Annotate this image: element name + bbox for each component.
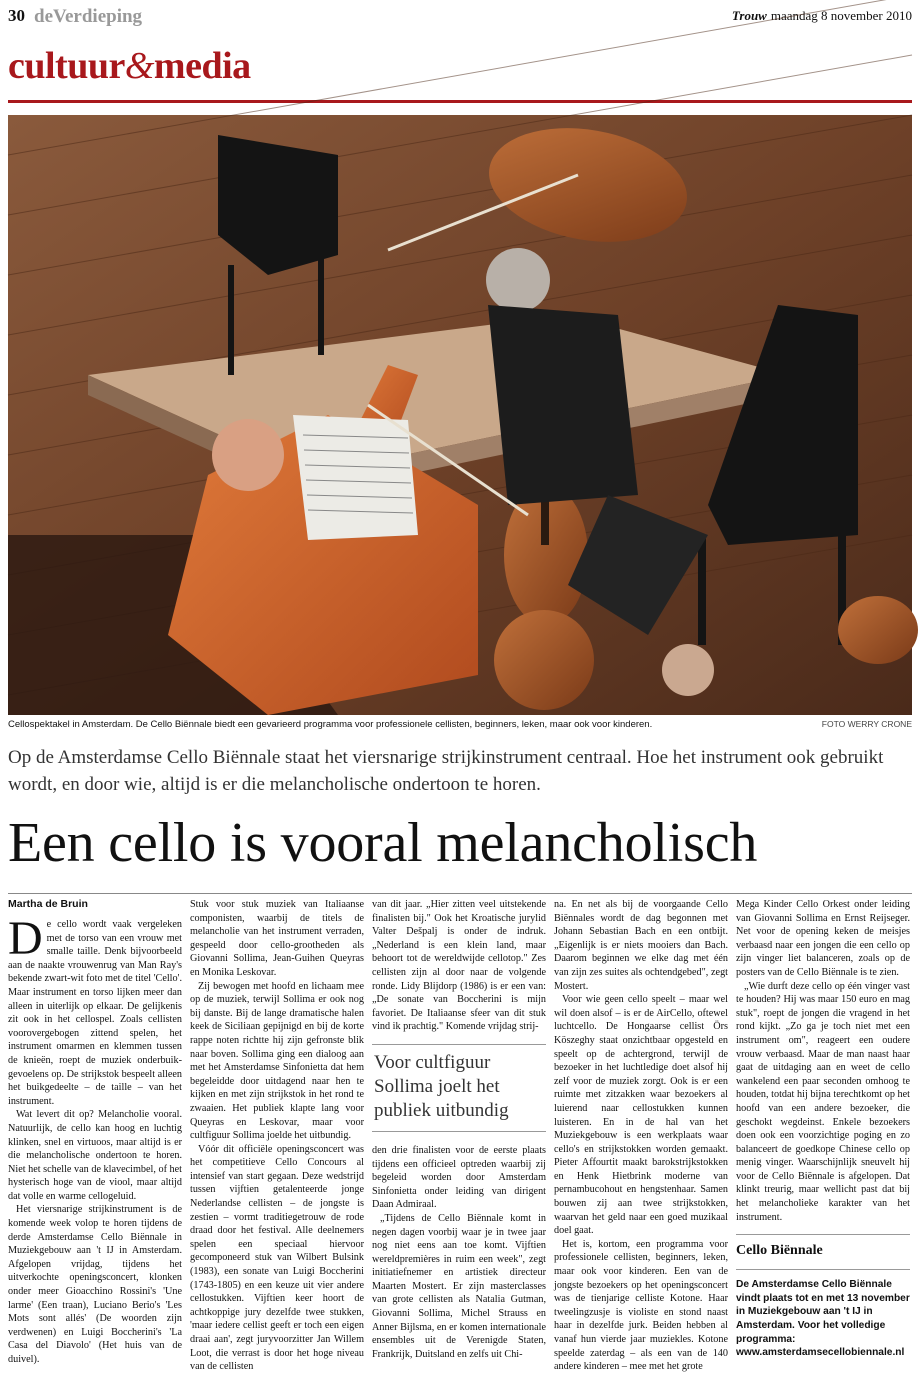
article-rule xyxy=(8,893,912,894)
publication-date: maandag 8 november 2010 xyxy=(770,8,912,23)
paragraph: den drie finalisten voor de eerste plaats tijdens een officieel optreden waarbij zij begeleid worden door Amsterdam Sinfonietta onder leiding van dirigent Daan Admiraal. xyxy=(372,1144,546,1211)
paragraph: „Wie durft deze cello op één vinger vast te houden? Hij was maar 150 euro en mag stuk", roept de jongen die vragend in het rond kijkt. „Zo ga je toch niet met een instrument om", reageert een oudere vrouw verbaasd. Maar de man naast haar gaat de uitdaging aan en weet de cello wankelend een paar seconden omhoog te houden, totdat hij bijna terechtkomt op het hoofd van een andere bezoeker, die geschokt wegdeinst. Enkele bezoekers doen ook een voorzichtige poging en zo balanceert de goedkope Chinese cello op menig vinger. Waarschijnlijk sneuvelt hij voor de Cello Biënnale is afgelopen. Dat klinkt treurig, maar wellicht past dat bij het melancholieke karakter van het instrument. xyxy=(736,980,910,1223)
paragraph-text: e cello wordt vaak vergeleken met de torso van een vrouw met smalle taille. Denk bijvoorbeeld aan de naakte vrouwenrug van Man Ray's bekende zwart-wit foto met de titel 'Cello'. Maar instrument en torso lijken meer dan alleen in uiterlijk op elkaar. De gelijkenis zit ook in het cellospel. Zoals cellisten voorovergebogen zittend spelen, het instrument omarmen en klemmen tussen de knieën, roept de muziek onderbuikgevoelens op. De strijkstok bespeelt alleen het buikgedeelte – de taille – van het instrument. xyxy=(8,919,182,1107)
paragraph: Het is, kortom, een programma voor professionele cellisten, beginners, leken, maar ook voor kinderen. Een van de jongste bezoekers op het openingsconcert was de tienjarige celliste Kotone. Haar tweelingzusje is violiste en stond naast haar in dezelfde jurk. Beiden hebben al vanaf hun vierde jaar muziekles. Kotone speelde zaterdag – als een van de 140 andere kinderen – mee met het grote xyxy=(554,1238,728,1373)
paragraph: Het viersnarige strijkinstrument is de komende week volop te horen tijdens de derde Amsterdamse Cello Biënnale in Muziekgebouw aan 't IJ in Amsterdam. Afgelopen vrijdag, tijdens het uitverkochte openingsconcert, klonken onder meer Gioacchino Rossini's 'Une larme' (Een traan), Luciano Berio's 'Les Mots sont allés' (De woorden zijn verdwenen) en Luigi Boccherini's 'La Casa del Diavolo' (Het huis van de duivel). xyxy=(8,1204,182,1365)
article-photo xyxy=(8,115,912,715)
infobox-title: Cello Biënnale xyxy=(736,1234,910,1259)
article-column-2 xyxy=(190,898,364,1374)
paragraph: Wat levert dit op? Melancholie vooral. Natuurlijk, de cello kan hoog en luchtig klinken, snel en virtuoos, maar altijd is er die melancholische ondertoon te horen. Niet het schelle van de klavecimbel, of het hysterisch hoge van de viool, maar altijd dat volle en warme cellogeluid. xyxy=(8,1109,182,1202)
drop-cap: D xyxy=(8,912,43,965)
masthead xyxy=(8,6,912,28)
section-rule xyxy=(8,100,912,103)
caption-text: Cellospektakel in Amsterdam. De Cello Biënnale biedt een gevarieerd programma voor professionele cellisten, beginners, leken, maar ook voor kinderen. xyxy=(8,719,653,730)
intro-lede: Op de Amsterdamse Cello Biënnale staat het viersnarige strijkinstrument centraal. Hoe het instrument ook gebruikt wordt, en door wie, altijd is er die melancholische ondertoon te horen. xyxy=(8,747,884,795)
headline: Een cello is vooral melancholisch xyxy=(8,812,758,874)
section-title-amp: & xyxy=(124,45,154,87)
publication-name: Trouw xyxy=(731,8,767,23)
paragraph xyxy=(8,912,182,1108)
paragraph: Vóór dit officiële openingsconcert was het competitieve Cello Concours al intensief van start gegaan. Deze wedstrijd tussen vijftien getalenteerde jonge Nederlandse cellisten – de jongste is zestien – vormt traditiegetrouw de rode draad door het festival. Alle deelnemers spelen een speciaal hiervoor gecomponeerd stuk van Wilbert Bulsink (1983), een sonate van Luigi Boccherini (1743-1805) en een keuze uit vier andere cellostukken. Vijftien keer hoort de achtkoppige jury dezelfde twee stukken, 'maar iedere cellist geeft er toch een eigen draai aan', zegt juryvoorzitter Jan Willem Loot, die verrast is door het hoge niveau van de cellisten xyxy=(190,1143,364,1373)
paragraph: van dit jaar. „Hier zitten veel uitstekende finalisten bij." Ook het Kroatische jurylid Valter Dešpalj is onder de indruk. „Nederland is een klein land, maar behoort tot de wereldwijde cellotop." Zes cellisten zijn al door naar de volgende ronde. Lidy Blijdorp (1986) is er een van: „De sonate van Boccherini is mijn favoriet. De Italiaanse sfeer van dit stuk vind ik prachtig." Komende vrijdag strij- xyxy=(372,899,546,1033)
article-column-1 xyxy=(8,898,182,1367)
paragraph: „Tijdens de Cello Biënnale komt in negen dagen voorbij waar je in twee jaar nog niet eens aan toe komt. Vijftien wereldpremières in ruim een week", zegt initiatiefnemer en artistiek directeur Maarten Mostert. Er zijn masterclasses van grote cellisten als Natalia Gutman, Giovanni Sollima, Michel Strauss en Anner Bijlsma, en er komen internationale ensembles uit de Verenigde Staten, Frankrijk, Duitsland en zelfs uit Chi- xyxy=(372,1212,546,1360)
section-title xyxy=(8,44,251,88)
section-title-part2: media xyxy=(153,45,251,87)
paragraph: Voor wie geen cello speelt – maar wel wil doen alsof – is er de AirCello, oftewel luchtcello. De Hongaarse cellist Örs Köszeghy staat onzichtbaar opgesteld en speelt op de achtergrond, terwijl de bezoeker in het luchtledige doet alsof hij zelf voor de muziek zorgt. Ook is er een ruimte met zitzakken waar bezoekers al luierend naar cellostukken kunnen luisteren. En in de hal van het Muziekgebouw is een werkplaats waar cello's en strijkstokken worden gemaakt. Pieter Affourtit maakt barokstrijkstokken en Henk Hietbrink moderne van pernambucohout en hengstenhaar. Samen bouwen zij aan twee strijkstokken, waarvan het geld naar een goed muzikaal doel gaat. xyxy=(554,994,728,1237)
photo-caption xyxy=(8,719,912,735)
section-label: deVerdieping xyxy=(34,6,143,27)
concert-photo-illustration xyxy=(8,115,912,715)
page-number: 30 xyxy=(8,6,25,25)
infobox-body: De Amsterdamse Cello Biënnale vindt plaats tot en met 13 november in Muziekgebouw aan 't IJ in Amsterdam. Voor het volledige programma: www.amsterdamsecellobiennale.nl xyxy=(736,1269,910,1360)
pull-quote: Voor cultfiguur Sollima joelt het publiek uitbundig xyxy=(372,1044,546,1132)
paragraph: Stuk voor stuk muziek van Italiaanse componisten, waarbij de titels de melancholie van het instrument verraden, gespeeld door cello-grootheden als Giovanni Sollima, Jean-Guihen Queyras en Monika Leskovar. xyxy=(190,899,364,978)
paragraph: na. En net als bij de voorgaande Cello Biënnales wordt de dag begonnen met Johann Sebastian Bach en een ontbijt. „Eigenlijk is er niets mooiers dan Bach. Daarom beginnen we elke dag met één van zijn zes suites als ochtendgebed", zegt Mostert. xyxy=(554,899,728,992)
paragraph: Mega Kinder Cello Orkest onder leiding van Giovanni Sollima en Ernst Reijseger. Net voor de opening keken de meisjes verbaasd naar een jongen die een cello op zijn vinger liet balanceren, zoals op de posters van de Cello Biënnale is te zien. xyxy=(736,899,910,978)
byline: Martha de Bruin xyxy=(8,898,88,910)
section-title-part1: cultuur xyxy=(8,45,125,87)
article-column-3 xyxy=(372,898,546,1361)
article-column-5 xyxy=(736,898,910,1360)
paragraph: Zij bewogen met hoofd en lichaam mee op de muziek, terwijl Sollima er ook nog bij danste. Bij de lange dramatische halen keek de Siciliaan gepijnigd en bij de korte rappe noten richtte hij zijn gefronste blik naar boven. Sollima ging een dialoog aan met het Amsterdamse Sinfonietta dat hem begeleidde door uitdagend naar hen te kijken en met zijn strijkstok in het rond te zwaaien. Het publiek klapte lang voor Queyras en Leskovar, maar voor cultfiguur Sollima joelde het uitbundig. xyxy=(190,980,364,1142)
article-column-4 xyxy=(554,898,728,1374)
photo-credit: FOTO WERRY CRONE xyxy=(821,719,912,729)
